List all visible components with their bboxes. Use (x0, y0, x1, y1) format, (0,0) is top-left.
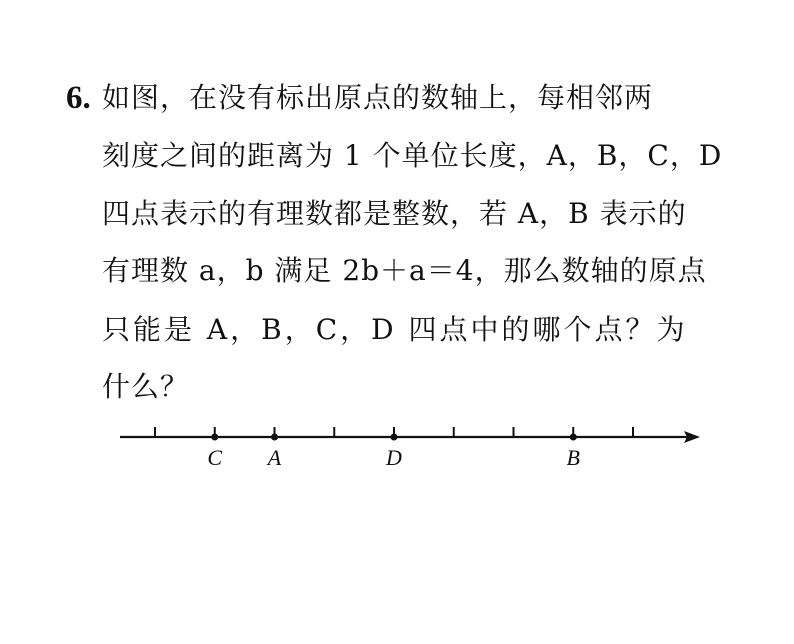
problem-text-line-3: 四点表示的有理数都是整数，若 A，B 表示的 (102, 197, 687, 230)
point-c-dot (211, 434, 218, 441)
problem-text-line-2: 刻度之间的距离为 1 个单位长度，A，B，C，D (102, 139, 723, 172)
problem-text-line-4: 有理数 a，b 满足 2b＋a＝4，那么数轴的原点 (102, 254, 707, 287)
problem-text-line-6: 什么？ (102, 370, 190, 403)
point-a-label: A (267, 445, 282, 470)
problem-text-line-1: 如图，在没有标出原点的数轴上，每相邻两 (102, 81, 654, 114)
point-b-label: B (566, 445, 580, 470)
point-b-dot (570, 434, 577, 441)
number-line-points (207, 434, 580, 471)
point-d-label: D (386, 445, 402, 470)
point-d-dot (391, 434, 398, 441)
point-c-label: C (207, 445, 223, 470)
problem-text-line-5: 只能是 A，B，C，D 四点中的哪个点？为 (102, 313, 688, 346)
point-a-dot (271, 434, 278, 441)
problem-number: 6. (66, 80, 91, 116)
